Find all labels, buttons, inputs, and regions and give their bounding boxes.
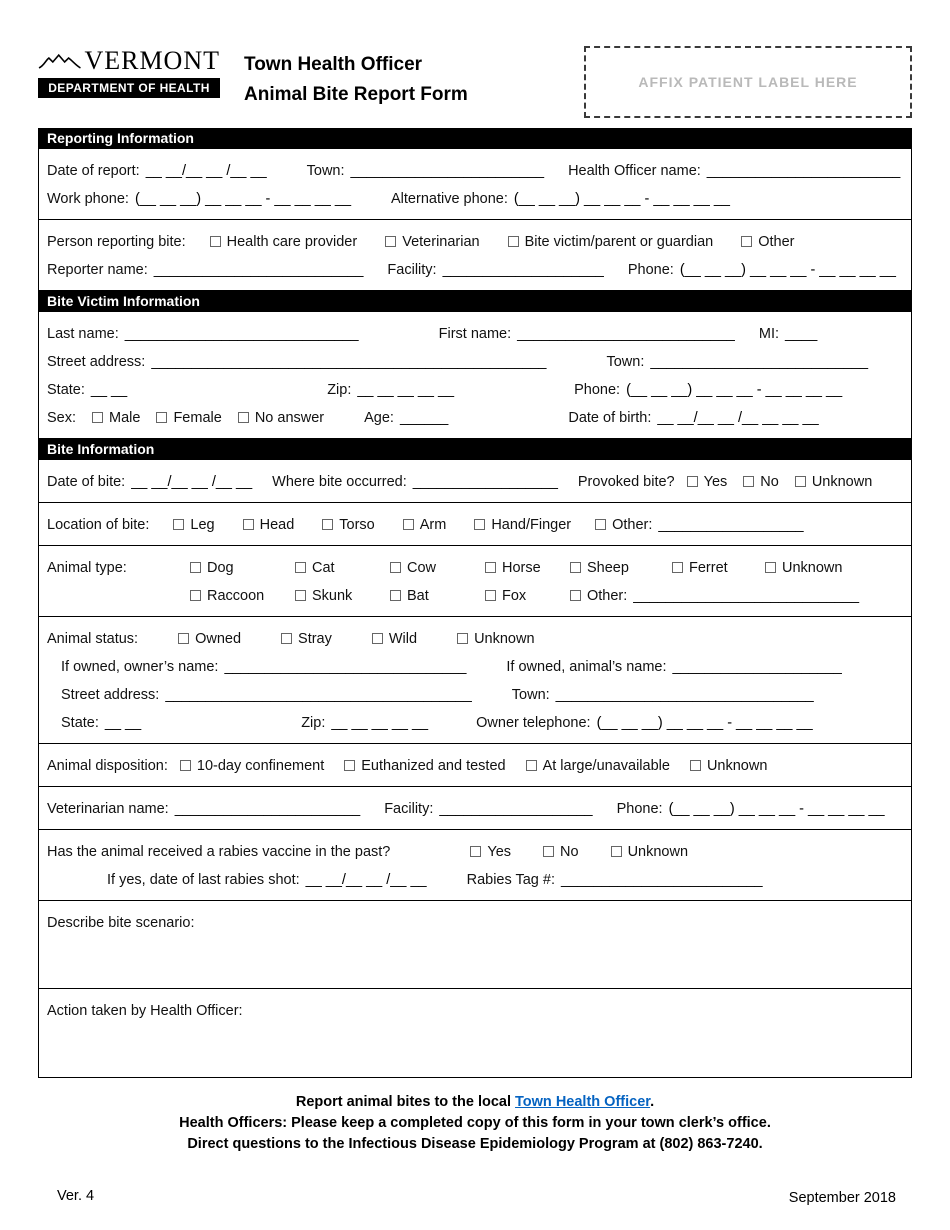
blank-line: _____________________ xyxy=(672,659,842,675)
form-title-line2: Animal Bite Report Form xyxy=(244,84,468,105)
checkbox-icon xyxy=(526,760,537,771)
checkbox-10-day-confinement[interactable] xyxy=(180,758,324,774)
blank-line: (__ __ __) __ __ __ - __ __ __ __ xyxy=(134,191,352,207)
field-label: State: xyxy=(47,382,85,398)
checkbox-label: Wild xyxy=(388,631,418,647)
checkbox-icon xyxy=(543,846,554,857)
field-label: Owner telephone: xyxy=(476,715,591,731)
checkbox-icon xyxy=(385,236,396,247)
blank-line: __ __/__ __ /__ __ xyxy=(305,872,427,888)
checkbox-label: Euthanized and tested xyxy=(361,758,506,774)
animal-status-label: Animal status: xyxy=(47,631,139,647)
section-body-bite xyxy=(38,460,912,1078)
checkbox-raccoon[interactable] xyxy=(190,588,295,604)
checkbox-label: Owned xyxy=(195,631,242,647)
checkbox-label: Unknown xyxy=(474,631,535,647)
field-label: Street address: xyxy=(61,687,160,703)
blank-line: ___________________________ xyxy=(650,354,869,370)
section-body-reporting xyxy=(38,149,912,291)
checkbox-label: Sheep xyxy=(587,560,629,576)
row-victim-state-zip-phone xyxy=(47,382,903,398)
field-last-name xyxy=(47,326,359,342)
checkbox-disposition-unknown[interactable] xyxy=(690,758,767,774)
checkbox-label: Yes xyxy=(703,474,728,490)
row-bite-scenario xyxy=(47,915,903,931)
checkbox-fox[interactable] xyxy=(485,588,570,604)
checkbox-icon xyxy=(372,633,383,644)
field-animal-type-other xyxy=(570,588,903,604)
blank-line: ____________________ xyxy=(442,262,604,278)
section-reporting xyxy=(38,128,912,291)
blank-line: ________________________ xyxy=(706,163,901,179)
blank-line: _________________________________________________ xyxy=(151,354,547,370)
provoked-bite-label: Provoked bite? xyxy=(577,474,675,490)
checkbox-icon xyxy=(322,519,333,530)
footer xyxy=(38,1092,912,1155)
field-reporter-phone xyxy=(628,262,896,278)
checkbox-bat[interactable] xyxy=(390,588,485,604)
field-first-name xyxy=(439,326,735,342)
checkbox-icon xyxy=(508,236,519,247)
row-veterinarian xyxy=(47,801,903,817)
animal-disposition-label: Animal disposition: xyxy=(47,758,168,774)
row-rabies-question xyxy=(47,844,903,860)
checkbox-status-unknown[interactable] xyxy=(457,631,534,647)
blank-line: __ __ xyxy=(90,382,128,398)
field-veterinarian-name xyxy=(47,801,360,817)
field-where-bite-occurred xyxy=(272,474,558,490)
checkbox-icon xyxy=(741,236,752,247)
checkbox-animal-type-other[interactable] xyxy=(570,588,633,604)
row-bite-date xyxy=(47,474,903,490)
checkbox-torso[interactable] xyxy=(322,517,374,533)
vermont-doh-logo xyxy=(38,46,220,98)
row-animal-status xyxy=(47,631,903,647)
bite-date-group xyxy=(39,460,911,503)
row-person-reporting xyxy=(47,234,903,250)
checkbox-euthanized-and-tested[interactable] xyxy=(344,758,505,774)
checkbox-label: Arm xyxy=(419,517,447,533)
field-victim-zip xyxy=(327,382,454,398)
checkbox-label: Veterinarian xyxy=(402,234,480,250)
row-owner-names xyxy=(47,659,903,675)
checkbox-label: Female xyxy=(173,410,222,426)
checkbox-icon xyxy=(190,562,201,573)
location-of-bite-label: Location of bite: xyxy=(47,517,150,533)
blank-line: _______________________ xyxy=(174,801,361,817)
row-phones xyxy=(47,191,903,207)
checkbox-label: Horse xyxy=(502,560,541,576)
checkbox-label: Cat xyxy=(312,560,335,576)
field-label: Phone: xyxy=(574,382,621,398)
field-label: Zip: xyxy=(301,715,326,731)
row-rabies-details xyxy=(47,872,903,888)
checkbox-ferret[interactable] xyxy=(672,560,765,576)
field-label: Town: xyxy=(511,687,550,703)
animal-type-group xyxy=(39,546,911,617)
field-owner-street xyxy=(61,687,472,703)
checkbox-label: Health care provider xyxy=(226,234,358,250)
blank-line: _____________________________ xyxy=(124,326,359,342)
field-label: Phone: xyxy=(616,801,663,817)
blank-line: (__ __ __) __ __ __ - __ __ __ __ xyxy=(513,191,730,207)
field-age xyxy=(364,410,448,426)
veterinarian-group xyxy=(39,787,911,830)
checkbox-icon xyxy=(390,562,401,573)
checkbox-label: Other xyxy=(758,234,795,250)
checkbox-hand-finger[interactable] xyxy=(474,517,571,533)
checkbox-icon xyxy=(611,846,622,857)
checkbox-bite-victim-parent-guardian[interactable] xyxy=(508,234,714,250)
field-work-phone xyxy=(47,191,351,207)
blank-line: ______________________________________ xyxy=(165,687,472,703)
field-label: Town: xyxy=(606,354,645,370)
checkbox-label: Unknown xyxy=(782,560,843,576)
blank-line: ____________________________ xyxy=(633,588,860,604)
animal-disposition-group xyxy=(39,744,911,787)
blank-line: __ __ __ __ __ xyxy=(331,715,429,731)
footer-line-1 xyxy=(38,1092,912,1113)
row-animal-disposition xyxy=(47,758,903,774)
checkbox-label: Bat xyxy=(407,588,429,604)
section-header-reporting: Reporting Information xyxy=(38,128,912,149)
field-victim-state xyxy=(47,382,127,398)
field-last-rabies-shot-date xyxy=(107,872,427,888)
reporting-contact-group xyxy=(39,149,911,220)
checkbox-icon xyxy=(156,412,167,423)
field-label: Facility: xyxy=(387,262,437,278)
checkbox-icon xyxy=(210,236,221,247)
checkbox-icon xyxy=(238,412,249,423)
field-date-of-report xyxy=(47,163,267,179)
blank-line: ____ xyxy=(785,326,818,342)
field-label: Veterinarian name: xyxy=(47,801,169,817)
footer-line1-prefix: Report animal bites to the local xyxy=(295,1094,516,1110)
checkbox-male[interactable] xyxy=(92,410,140,426)
checkbox-icon xyxy=(485,590,496,601)
row-victim-address xyxy=(47,354,903,370)
field-label: State: xyxy=(61,715,99,731)
checkbox-label: Stray xyxy=(298,631,332,647)
blank-line: __ __/__ __ /__ __ xyxy=(131,474,253,490)
checkbox-rabies-yes[interactable] xyxy=(470,844,511,860)
blank-line: (__ __ __) __ __ __ - __ __ __ __ xyxy=(679,262,896,278)
checkbox-icon xyxy=(243,519,254,530)
field-label: Reporter name: xyxy=(47,262,148,278)
checkbox-icon xyxy=(687,476,698,487)
checkbox-cat[interactable] xyxy=(295,560,390,576)
blank-line: __ __/__ __ /__ __ xyxy=(145,163,267,179)
blank-line: (__ __ __) __ __ __ - __ __ __ __ xyxy=(596,715,813,731)
blank-line: _________________________ xyxy=(561,872,763,888)
field-middle-initial xyxy=(759,326,817,342)
field-label: Zip: xyxy=(327,382,352,398)
checkbox-label: No xyxy=(760,474,779,490)
victim-group xyxy=(39,312,911,438)
checkbox-label: Unknown xyxy=(811,474,873,490)
checkbox-location-other[interactable] xyxy=(595,517,658,533)
checkbox-label: Raccoon xyxy=(207,588,265,604)
field-owner-state xyxy=(61,715,141,731)
checkbox-owned[interactable] xyxy=(178,631,241,647)
field-label: Facility: xyxy=(384,801,434,817)
field-label: If yes, date of last rabies shot: xyxy=(107,872,300,888)
row-action-taken xyxy=(47,1003,903,1019)
section-body-victim xyxy=(38,312,912,439)
checkbox-at-large-unavailable[interactable] xyxy=(526,758,670,774)
checkbox-label: Other: xyxy=(587,588,628,604)
row-victim-sex-age-dob xyxy=(47,410,903,426)
row-owner-state-zip-phone xyxy=(47,715,903,731)
blank-line: __ __/__ __ /__ __ __ __ xyxy=(657,410,819,426)
animal-type-label: Animal type: xyxy=(47,560,127,576)
row-owner-address xyxy=(47,687,903,703)
row-victim-name xyxy=(47,326,903,342)
blank-line: (__ __ __) __ __ __ - __ __ __ __ xyxy=(626,382,843,398)
section-bite xyxy=(38,439,912,1078)
checkbox-icon xyxy=(795,476,806,487)
blank-line: ________________________ xyxy=(350,163,545,179)
checkbox-icon xyxy=(403,519,414,530)
checkbox-icon xyxy=(470,846,481,857)
checkbox-icon xyxy=(474,519,485,530)
checkbox-icon xyxy=(281,633,292,644)
field-owner-name xyxy=(61,659,466,675)
checkbox-skunk[interactable] xyxy=(295,588,390,604)
field-animal-name xyxy=(506,659,841,675)
checkbox-label: 10-day confinement xyxy=(196,758,325,774)
checkbox-head[interactable] xyxy=(243,517,295,533)
checkbox-provoked-no[interactable] xyxy=(743,474,779,490)
blank-line: ___________________________ xyxy=(517,326,735,342)
field-label: First name: xyxy=(438,326,512,342)
checkbox-rabies-unknown[interactable] xyxy=(611,844,688,860)
checkbox-icon xyxy=(190,590,201,601)
checkbox-stray[interactable] xyxy=(281,631,332,647)
checkbox-icon xyxy=(344,760,355,771)
field-label: Last name: xyxy=(47,326,119,342)
checkbox-label: Yes xyxy=(487,844,512,860)
field-victim-phone xyxy=(574,382,842,398)
animal-type-grid xyxy=(47,560,903,604)
section-header-victim: Bite Victim Information xyxy=(38,291,912,312)
logo-top xyxy=(38,46,220,76)
blank-line: ________________________________ xyxy=(555,687,814,703)
blank-line: ______________________________ xyxy=(224,659,467,675)
checkbox-type-unknown[interactable] xyxy=(765,560,903,576)
row-reporter-details xyxy=(47,262,903,278)
field-label: Street address: xyxy=(47,354,146,370)
section-header-bite: Bite Information xyxy=(38,439,912,460)
checkbox-arm[interactable] xyxy=(403,517,447,533)
checkbox-label: No xyxy=(560,844,579,860)
field-label: Town: xyxy=(306,163,345,179)
patient-label-text: AFFIX PATIENT LABEL HERE xyxy=(638,74,858,90)
checkbox-label: Dog xyxy=(207,560,234,576)
checkbox-leg[interactable] xyxy=(173,517,214,533)
checkbox-icon xyxy=(570,590,581,601)
field-report-town xyxy=(307,163,544,179)
checkbox-rabies-no[interactable] xyxy=(543,844,579,860)
blank-line: ______ xyxy=(399,410,449,426)
checkbox-icon xyxy=(672,562,683,573)
field-label: Phone: xyxy=(627,262,674,278)
person-reporting-label: Person reporting bite: xyxy=(47,234,186,250)
field-victim-street xyxy=(47,354,546,370)
bite-location-group xyxy=(39,503,911,546)
field-veterinarian-facility xyxy=(384,801,592,817)
blank-line: __________________________ xyxy=(153,262,364,278)
checkbox-label: Torso xyxy=(339,517,375,533)
rabies-question-label: Has the animal received a rabies vaccine in the past? xyxy=(47,844,391,860)
checkbox-no-answer[interactable] xyxy=(238,410,324,426)
checkbox-icon xyxy=(180,760,191,771)
sex-label: Sex: xyxy=(47,410,77,426)
field-victim-town xyxy=(606,354,868,370)
checkbox-icon xyxy=(295,590,306,601)
checkbox-label: Ferret xyxy=(689,560,728,576)
blank-line: __________________ xyxy=(412,474,558,490)
reporting-person-group xyxy=(39,220,911,290)
logo-brand-text: VERMONT xyxy=(84,46,220,75)
checkbox-sheep[interactable] xyxy=(570,560,672,576)
checkbox-icon xyxy=(178,633,189,644)
checkbox-icon xyxy=(173,519,184,530)
checkbox-label: At large/unavailable xyxy=(542,758,670,774)
checkbox-label: Unknown xyxy=(706,758,768,774)
page-header xyxy=(38,46,912,118)
field-reporter-facility xyxy=(387,262,603,278)
field-owner-town xyxy=(512,687,814,703)
checkbox-icon xyxy=(690,760,701,771)
checkbox-icon xyxy=(92,412,103,423)
row-bite-location xyxy=(47,517,903,533)
publication-date: September 2018 xyxy=(788,1190,896,1206)
checkbox-icon xyxy=(295,562,306,573)
action-taken-group xyxy=(39,989,911,1077)
checkbox-icon xyxy=(485,562,496,573)
blank-line: ___________________ xyxy=(439,801,593,817)
field-owner-telephone xyxy=(476,715,813,731)
blank-line: __ __ xyxy=(104,715,142,731)
checkbox-veterinarian[interactable] xyxy=(385,234,479,250)
checkbox-label: Head xyxy=(259,517,295,533)
field-label: Date of report: xyxy=(47,163,140,179)
field-label: MI: xyxy=(758,326,780,342)
section-victim xyxy=(38,291,912,439)
field-health-officer-name xyxy=(568,163,900,179)
field-date-of-bite xyxy=(47,474,252,490)
checkbox-health-care-provider[interactable] xyxy=(210,234,358,250)
checkbox-icon xyxy=(743,476,754,487)
field-label: Age: xyxy=(364,410,394,426)
checkbox-label: Fox xyxy=(502,588,527,604)
blank-line: (__ __ __) __ __ __ - __ __ __ __ xyxy=(668,801,885,817)
checkbox-icon xyxy=(457,633,468,644)
footer-line-2: Health Officers: Please keep a completed copy of this form in your town clerk’s office. xyxy=(179,1115,771,1131)
field-label: Health Officer name: xyxy=(568,163,701,179)
checkbox-female[interactable] xyxy=(156,410,221,426)
blank-line: __ __ __ __ __ xyxy=(357,382,455,398)
action-taken-label: Action taken by Health Officer: xyxy=(47,1003,243,1019)
checkbox-icon xyxy=(570,562,581,573)
checkbox-label: Unknown xyxy=(627,844,689,860)
checkbox-label: Bite victim/parent or guardian xyxy=(524,234,714,250)
checkbox-label: Hand/Finger xyxy=(491,517,572,533)
checkbox-reporter-other[interactable] xyxy=(741,234,794,250)
field-location-other xyxy=(595,517,803,533)
field-label: If owned, animal’s name: xyxy=(506,659,667,675)
checkbox-icon xyxy=(390,590,401,601)
field-label: Work phone: xyxy=(47,191,129,207)
checkbox-cow[interactable] xyxy=(390,560,485,576)
checkbox-label: Cow xyxy=(407,560,437,576)
field-label: If owned, owner’s name: xyxy=(61,659,219,675)
town-health-officer-link[interactable]: Town Health Officer xyxy=(515,1094,651,1110)
field-label: Where bite occurred: xyxy=(272,474,407,490)
patient-label-box xyxy=(584,46,912,118)
field-label: Date of bite: xyxy=(47,474,126,490)
row-date-town-officer xyxy=(47,163,903,179)
rabies-vaccine-group xyxy=(39,830,911,901)
checkbox-dog[interactable] xyxy=(190,560,295,576)
form-title xyxy=(244,46,468,110)
blank-line: __________________ xyxy=(658,517,804,533)
version-label: Ver. 4 xyxy=(57,1188,95,1204)
checkbox-label: Leg xyxy=(190,517,215,533)
field-owner-zip xyxy=(301,715,428,731)
form-title-line1: Town Health Officer xyxy=(244,54,423,75)
logo-department-bar: DEPARTMENT OF HEALTH xyxy=(38,78,220,98)
checkbox-wild[interactable] xyxy=(372,631,417,647)
checkbox-icon xyxy=(595,519,606,530)
field-label: Date of birth: xyxy=(568,410,652,426)
bite-scenario-group xyxy=(39,901,911,989)
animal-status-group xyxy=(39,617,911,744)
checkbox-label: Male xyxy=(109,410,141,426)
field-label: Rabies Tag #: xyxy=(466,872,555,888)
checkbox-label: No answer xyxy=(254,410,325,426)
checkbox-icon xyxy=(765,562,776,573)
checkbox-label: Skunk xyxy=(312,588,353,604)
footer-line-3: Direct questions to the Infectious Disease Epidemiology Program at (802) 863-7240. xyxy=(187,1136,763,1152)
field-date-of-birth xyxy=(568,410,818,426)
describe-bite-scenario-label: Describe bite scenario: xyxy=(47,915,195,931)
checkbox-horse[interactable] xyxy=(485,560,570,576)
field-alternative-phone xyxy=(391,191,730,207)
checkbox-provoked-yes[interactable] xyxy=(687,474,728,490)
field-veterinarian-phone xyxy=(617,801,885,817)
mountain-icon xyxy=(38,52,81,70)
checkbox-provoked-unknown[interactable] xyxy=(795,474,872,490)
checkbox-label: Other: xyxy=(612,517,653,533)
field-reporter-name xyxy=(47,262,363,278)
footer-line1-suffix: . xyxy=(650,1094,655,1110)
field-rabies-tag-number xyxy=(467,872,763,888)
field-label: Alternative phone: xyxy=(391,191,508,207)
